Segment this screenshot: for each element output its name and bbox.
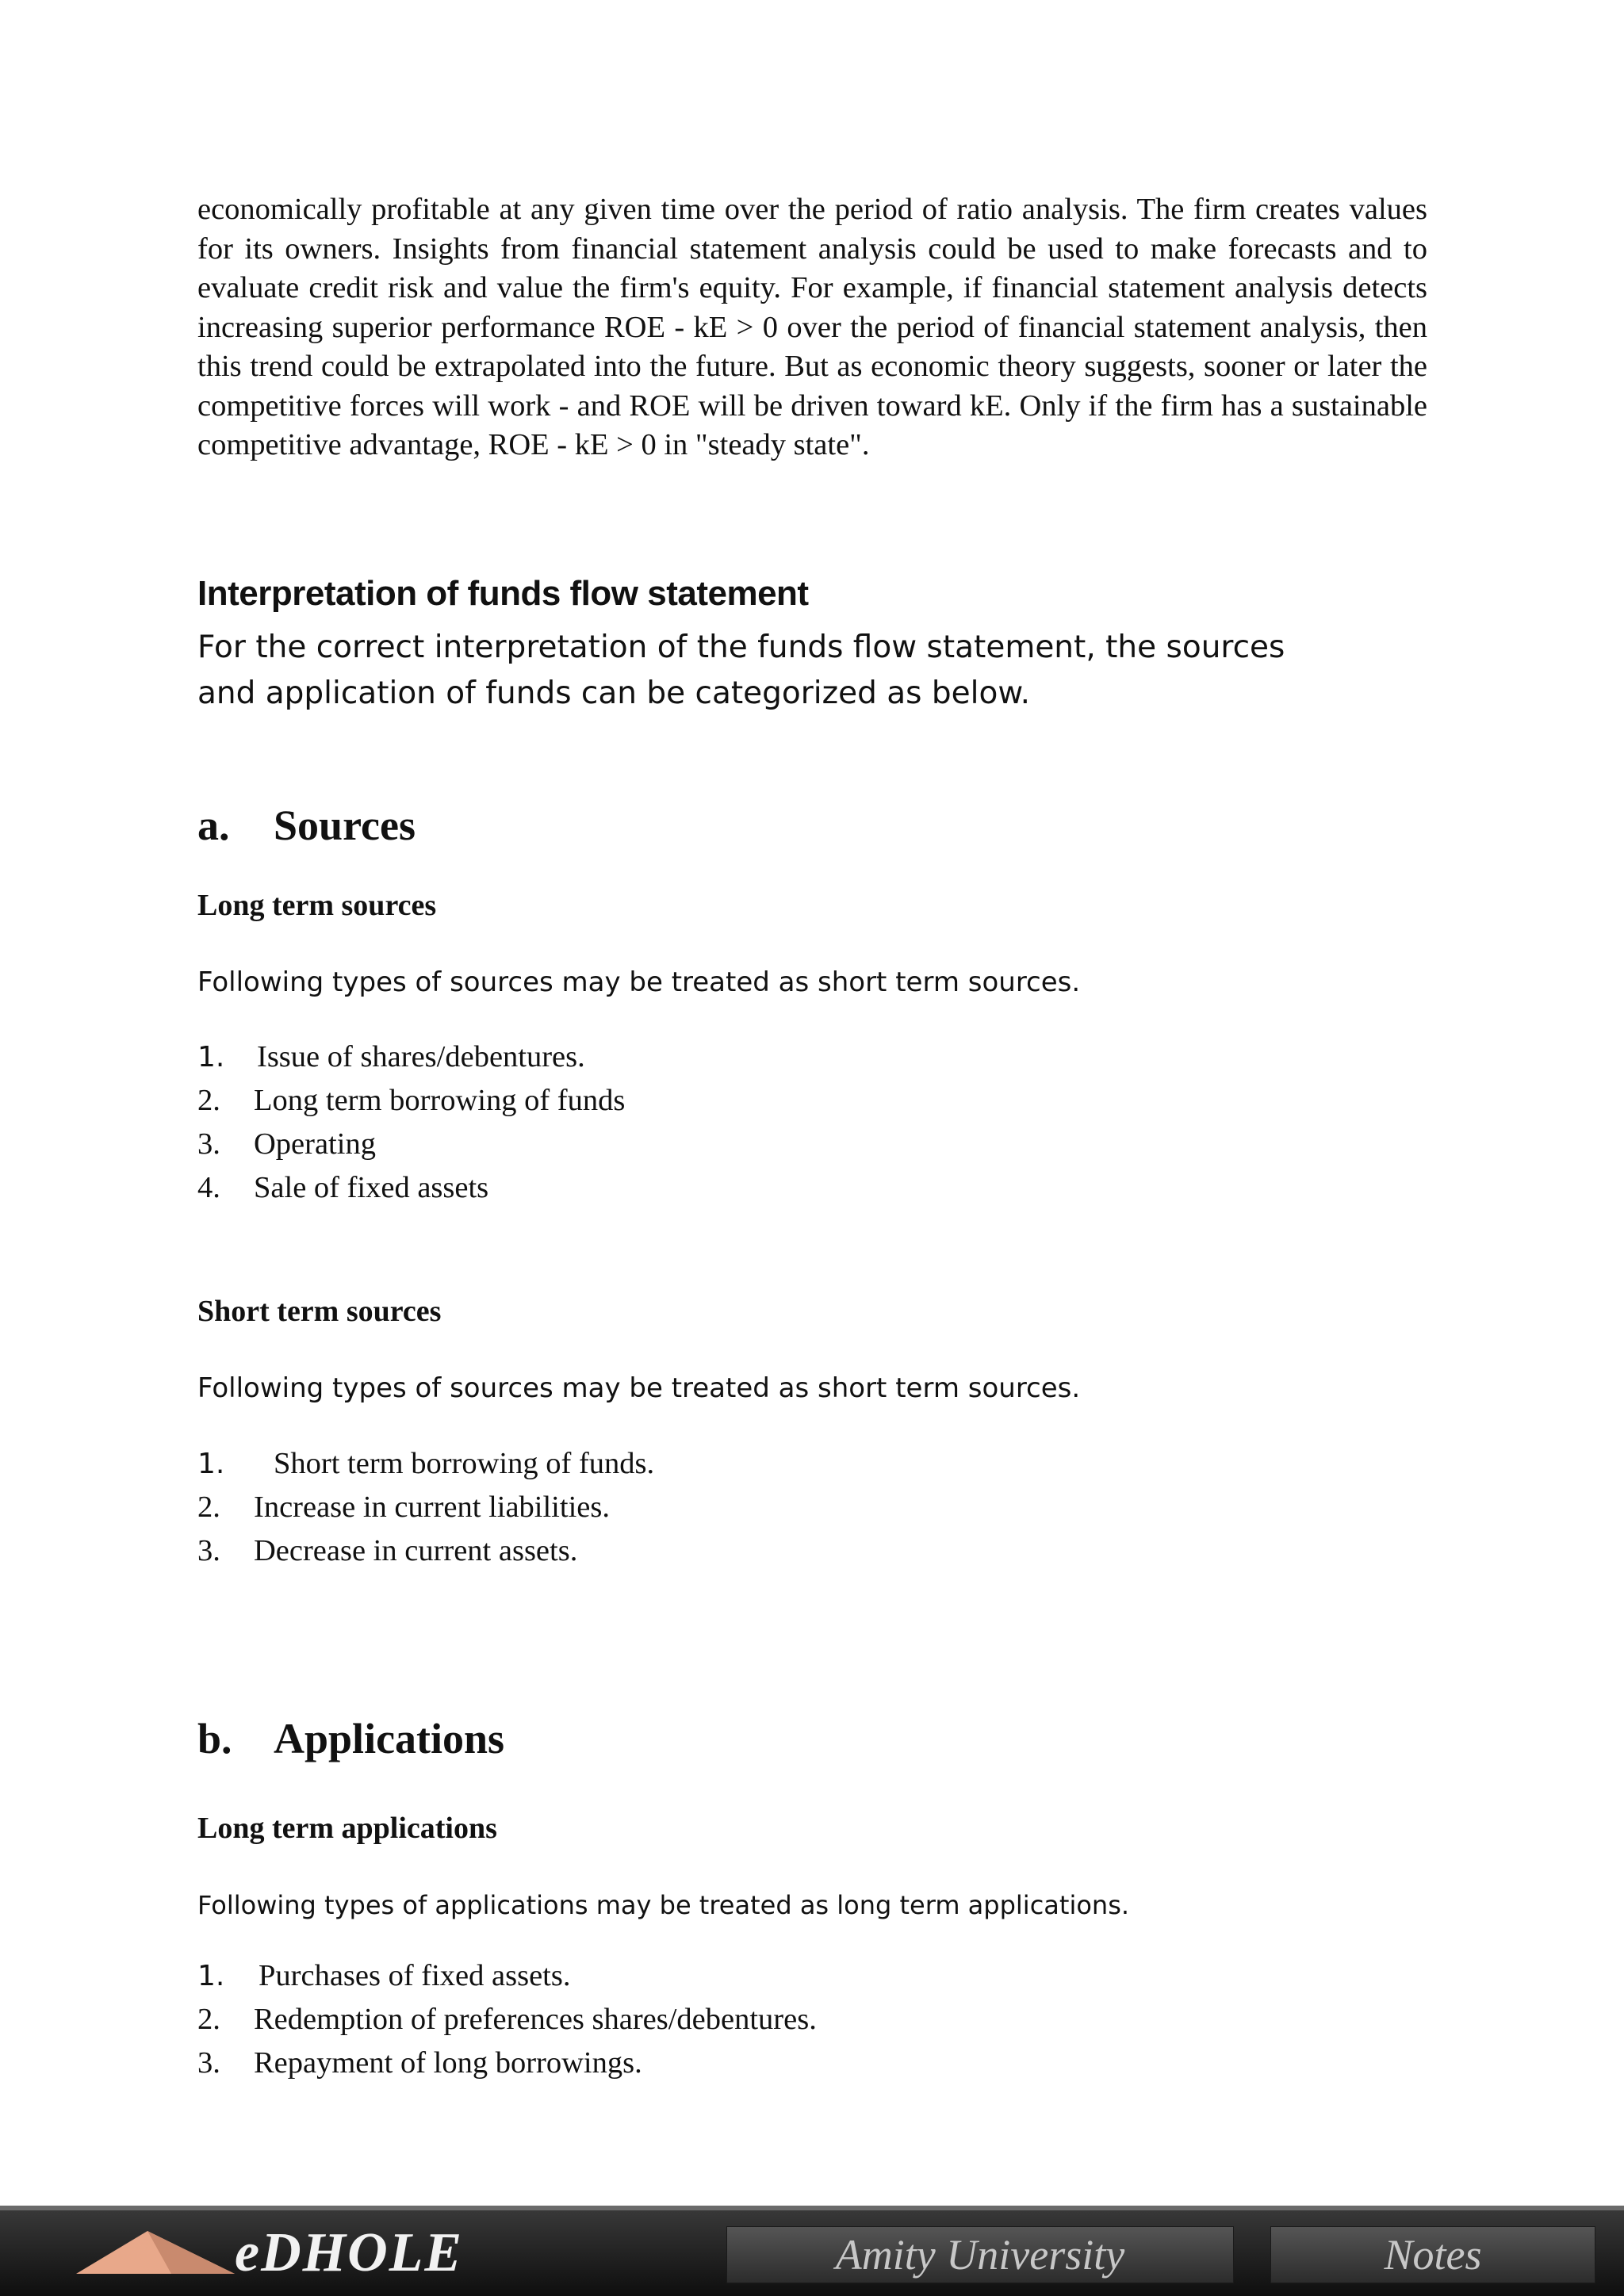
short-term-sources-title: Short term sources bbox=[197, 1295, 442, 1328]
intro-paragraph: economically profitable at any given time over the period of ratio analysis. The firm creates values for its owners. Insights from financial statement analysis could be used to make forecasts and to evaluate credit risk and value the firm's equity. For example, if financial statement analysis detects increasing superior performance ROE - kE > 0 over the period of financial statement analysis, then this trend could be extrapolated into the future. But as economic theory suggests, sooner or later the competitive forces will work - and ROE will be driven toward kE. Only if the firm has a sustainable competitive advantage, ROE - kE > 0 in "steady state". bbox=[197, 193, 1427, 461]
long-term-applications-list bbox=[197, 1954, 817, 2085]
list-item bbox=[197, 2042, 817, 2085]
pyramid-logo-icon bbox=[76, 2228, 235, 2275]
list-text: Operating bbox=[254, 1127, 376, 1161]
list-text: Repayment of long borrowings. bbox=[254, 2046, 642, 2080]
long-term-sources-list bbox=[197, 1035, 625, 1210]
list-number: 3. bbox=[197, 2046, 220, 2080]
list-number: 3. bbox=[197, 1534, 220, 1567]
long-term-sources-title: Long term sources bbox=[197, 889, 437, 922]
notes-label: Notes bbox=[1270, 2226, 1595, 2283]
list-text: Purchases of fixed assets. bbox=[259, 1959, 571, 1992]
list-item bbox=[197, 1529, 654, 1573]
short-term-sources-list bbox=[197, 1442, 654, 1573]
university-label: Amity University bbox=[726, 2226, 1234, 2283]
body-text-block bbox=[197, 190, 1427, 465]
list-text: Long term borrowing of funds bbox=[254, 1084, 626, 1117]
section-intro bbox=[197, 625, 1466, 717]
list-number: 1. bbox=[197, 1448, 225, 1480]
long-term-applications-lead: Following types of applications may be treated as long term applications. bbox=[197, 1890, 1130, 1920]
long-term-sources-lead: Following types of sources may be treated as short term sources. bbox=[197, 966, 1081, 998]
list-number: 4. bbox=[197, 1171, 220, 1204]
footer-bar bbox=[0, 2206, 1624, 2296]
list-item bbox=[197, 1123, 625, 1166]
list-number: 3. bbox=[197, 1127, 220, 1161]
applications-heading bbox=[197, 1714, 504, 1763]
section-heading: Interpretation of funds flow statement bbox=[197, 574, 809, 613]
sources-title: Sources bbox=[274, 802, 416, 849]
footer-divider bbox=[0, 2206, 1624, 2210]
section-intro-line-1: For the correct interpretation of the funds flow statement, the sources bbox=[197, 629, 1285, 665]
list-text: Redemption of preferences shares/debentures. bbox=[254, 2003, 817, 2036]
applications-title: Applications bbox=[274, 1715, 505, 1762]
list-number: 2. bbox=[197, 1084, 220, 1117]
list-text: Short term borrowing of funds. bbox=[274, 1447, 655, 1480]
list-text: Increase in current liabilities. bbox=[254, 1490, 610, 1524]
list-text: Decrease in current assets. bbox=[254, 1534, 578, 1567]
list-number: 2. bbox=[197, 1490, 220, 1524]
section-intro-line-2: and application of funds can be categorized as below. bbox=[197, 675, 1031, 711]
list-number: 2. bbox=[197, 2003, 220, 2036]
list-item bbox=[197, 1442, 654, 1486]
sources-heading bbox=[197, 801, 416, 850]
list-item bbox=[197, 1954, 817, 1998]
list-text: Sale of fixed assets bbox=[254, 1171, 489, 1204]
list-item bbox=[197, 1998, 817, 2042]
list-text: Issue of shares/debentures. bbox=[257, 1040, 585, 1073]
list-item bbox=[197, 1486, 654, 1529]
long-term-applications-title: Long term applications bbox=[197, 1812, 497, 1845]
list-item bbox=[197, 1079, 625, 1123]
applications-marker: b. bbox=[197, 1715, 232, 1762]
short-term-sources-lead: Following types of sources may be treated as short term sources. bbox=[197, 1372, 1081, 1404]
edhole-logo: eDHOLE bbox=[235, 2222, 464, 2283]
sources-marker: a. bbox=[197, 802, 230, 849]
list-item bbox=[197, 1035, 625, 1079]
list-item bbox=[197, 1166, 625, 1210]
list-number: 1. bbox=[197, 1960, 225, 1992]
list-number: 1. bbox=[197, 1041, 225, 1073]
